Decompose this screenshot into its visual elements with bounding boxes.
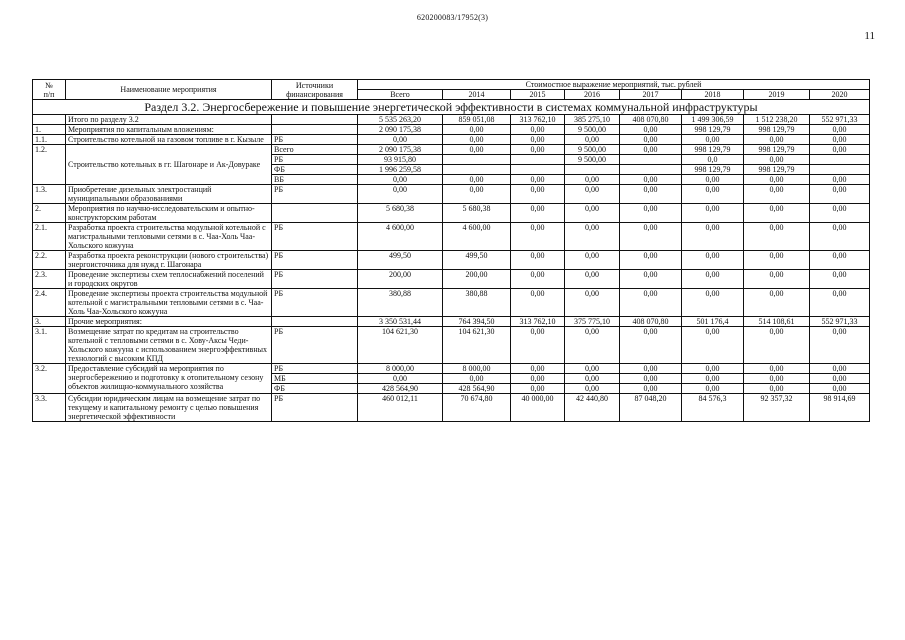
table-row bbox=[33, 327, 870, 364]
document-id: 620200083/17952(3) bbox=[416, 13, 489, 22]
table-row bbox=[33, 364, 870, 374]
row-source: МБ bbox=[272, 374, 358, 384]
value-cell: 98 914,69 bbox=[810, 394, 870, 422]
value-cell: 0,00 bbox=[565, 270, 620, 289]
value-cell: 93 915,80 bbox=[358, 155, 443, 165]
value-cell: 0,00 bbox=[682, 223, 744, 251]
row-num: 2.1. bbox=[33, 223, 66, 251]
value-cell: 0,00 bbox=[620, 364, 682, 374]
value-cell: 5 535 263,20 bbox=[358, 115, 443, 125]
table-row bbox=[33, 185, 870, 204]
value-cell: 0,00 bbox=[744, 327, 810, 364]
row-name: Субсидии юридическим лицам на возмещение затрат по текущему и капитальному ремонту с целью повышения энергетической эффективности bbox=[66, 394, 272, 422]
table-row bbox=[33, 251, 870, 270]
value-cell: 0,00 bbox=[810, 185, 870, 204]
row-num bbox=[33, 115, 66, 125]
value-cell: 552 971,33 bbox=[810, 317, 870, 327]
value-cell: 428 564,90 bbox=[443, 384, 511, 394]
value-cell: 380,88 bbox=[358, 289, 443, 317]
value-cell: 0,00 bbox=[744, 223, 810, 251]
value-cell: 3 350 531,44 bbox=[358, 317, 443, 327]
table-row bbox=[33, 270, 870, 289]
value-cell: 460 012,11 bbox=[358, 394, 443, 422]
value-cell: 0,00 bbox=[565, 289, 620, 317]
value-cell: 0,00 bbox=[443, 135, 511, 145]
value-cell: 375 775,10 bbox=[565, 317, 620, 327]
value-cell: 0,00 bbox=[565, 251, 620, 270]
value-cell: 42 440,80 bbox=[565, 394, 620, 422]
value-cell: 8 000,00 bbox=[443, 364, 511, 374]
row-num: 1.3. bbox=[33, 185, 66, 204]
row-source: ВБ bbox=[272, 175, 358, 185]
value-cell: 0,00 bbox=[511, 175, 565, 185]
value-cell: 0,00 bbox=[682, 135, 744, 145]
page-number: 11 bbox=[864, 30, 875, 42]
row-source: ФБ bbox=[272, 384, 358, 394]
value-cell: 499,50 bbox=[358, 251, 443, 270]
value-cell: 0,00 bbox=[511, 204, 565, 223]
value-cell: 998 129,79 bbox=[682, 125, 744, 135]
row-name: Прочие мероприятия: bbox=[66, 317, 272, 327]
row-source: РБ bbox=[272, 251, 358, 270]
value-cell: 0,00 bbox=[565, 185, 620, 204]
value-cell: 499,50 bbox=[443, 251, 511, 270]
value-cell: 0,00 bbox=[511, 364, 565, 374]
row-num: 3. bbox=[33, 317, 66, 327]
row-source: РБ bbox=[272, 155, 358, 165]
value-cell bbox=[565, 165, 620, 175]
value-cell: 0,00 bbox=[810, 251, 870, 270]
header-year: 2015 bbox=[511, 90, 565, 100]
row-source: РБ bbox=[272, 135, 358, 145]
row-name: Мероприятия по капитальным вложениям: bbox=[66, 125, 272, 135]
value-cell: 0,00 bbox=[810, 364, 870, 374]
row-name: Мероприятия по научно-исследовательским и опытно-конструкторским работам bbox=[66, 204, 272, 223]
row-num: 3.1. bbox=[33, 327, 66, 364]
row-num: 3.2. bbox=[33, 364, 66, 394]
value-cell: 1 512 238,20 bbox=[744, 115, 810, 125]
value-cell: 0,00 bbox=[810, 223, 870, 251]
value-cell: 313 762,10 bbox=[511, 317, 565, 327]
section-title: Раздел 3.2. Энергосбережение и повышение энергетической эффективности в системах коммунальной инфраструктуры bbox=[33, 100, 870, 115]
value-cell: 0,00 bbox=[443, 185, 511, 204]
row-name: Строительство котельных в гг. Шагонаре и Ак-Довураке bbox=[66, 145, 272, 185]
value-cell: 0,00 bbox=[682, 204, 744, 223]
value-cell: 0,00 bbox=[744, 270, 810, 289]
row-num: 2. bbox=[33, 204, 66, 223]
value-cell: 0,00 bbox=[810, 125, 870, 135]
value-cell: 0,00 bbox=[443, 175, 511, 185]
header-row bbox=[33, 80, 870, 90]
value-cell: 0,00 bbox=[682, 289, 744, 317]
value-cell: 0,00 bbox=[682, 251, 744, 270]
value-cell: 0,00 bbox=[810, 204, 870, 223]
row-name: Проведение экспертизы схем теплоснабжений поселений и городских округов bbox=[66, 270, 272, 289]
header-year: 2014 bbox=[443, 90, 511, 100]
value-cell: 0,00 bbox=[565, 223, 620, 251]
value-cell: 0,00 bbox=[682, 270, 744, 289]
value-cell: 200,00 bbox=[443, 270, 511, 289]
value-cell: 9 500,00 bbox=[565, 125, 620, 135]
value-cell: 0,00 bbox=[358, 135, 443, 145]
value-cell: 0,0 bbox=[682, 155, 744, 165]
value-cell: 0,00 bbox=[620, 125, 682, 135]
value-cell: 0,00 bbox=[565, 364, 620, 374]
value-cell: 0,00 bbox=[620, 270, 682, 289]
header-year: 2016 bbox=[565, 90, 620, 100]
value-cell bbox=[620, 165, 682, 175]
value-cell: 70 674,80 bbox=[443, 394, 511, 422]
value-cell: 0,00 bbox=[358, 185, 443, 204]
value-cell: 552 971,33 bbox=[810, 115, 870, 125]
header-year: 2017 bbox=[620, 90, 682, 100]
value-cell: 0,00 bbox=[810, 135, 870, 145]
value-cell: 0,00 bbox=[620, 289, 682, 317]
row-source: РБ bbox=[272, 394, 358, 422]
value-cell: 5 680,38 bbox=[358, 204, 443, 223]
value-cell: 0,00 bbox=[511, 384, 565, 394]
value-cell: 0,00 bbox=[810, 374, 870, 384]
header-year: Всего bbox=[358, 90, 443, 100]
value-cell: 1 996 259,58 bbox=[358, 165, 443, 175]
table-row bbox=[33, 125, 870, 135]
value-cell: 428 564,90 bbox=[358, 384, 443, 394]
value-cell: 0,00 bbox=[682, 374, 744, 384]
table-row bbox=[33, 394, 870, 422]
value-cell: 0,00 bbox=[358, 175, 443, 185]
value-cell: 0,00 bbox=[744, 175, 810, 185]
value-cell: 380,88 bbox=[443, 289, 511, 317]
header-year: 2018 bbox=[682, 90, 744, 100]
value-cell: 9 500,00 bbox=[565, 145, 620, 155]
row-name: Итого по разделу 3.2 bbox=[66, 115, 272, 125]
header-sources: Источники финансирования bbox=[272, 80, 358, 100]
row-source: РБ bbox=[272, 364, 358, 374]
value-cell: 0,00 bbox=[682, 384, 744, 394]
value-cell: 998 129,79 bbox=[744, 165, 810, 175]
value-cell: 0,00 bbox=[511, 270, 565, 289]
value-cell: 0,00 bbox=[744, 374, 810, 384]
header-num: № п/п bbox=[33, 80, 66, 100]
value-cell bbox=[810, 155, 870, 165]
value-cell: 0,00 bbox=[565, 204, 620, 223]
value-cell: 0,00 bbox=[511, 135, 565, 145]
value-cell bbox=[443, 155, 511, 165]
row-source: РБ bbox=[272, 223, 358, 251]
value-cell: 408 070,80 bbox=[620, 115, 682, 125]
value-cell: 2 090 175,38 bbox=[358, 145, 443, 155]
value-cell: 0,00 bbox=[620, 374, 682, 384]
row-source: ФБ bbox=[272, 165, 358, 175]
header-year: 2020 bbox=[810, 90, 870, 100]
value-cell: 0,00 bbox=[810, 175, 870, 185]
table-row bbox=[33, 115, 870, 125]
value-cell: 0,00 bbox=[511, 125, 565, 135]
header-year: 2019 bbox=[744, 90, 810, 100]
value-cell: 0,00 bbox=[744, 135, 810, 145]
row-num: 1.1. bbox=[33, 135, 66, 145]
value-cell: 0,00 bbox=[682, 185, 744, 204]
table-row bbox=[33, 204, 870, 223]
value-cell: 0,00 bbox=[511, 251, 565, 270]
value-cell: 0,00 bbox=[810, 145, 870, 155]
row-source bbox=[272, 317, 358, 327]
value-cell: 0,00 bbox=[744, 185, 810, 204]
value-cell bbox=[443, 165, 511, 175]
value-cell: 0,00 bbox=[744, 155, 810, 165]
value-cell: 0,00 bbox=[443, 374, 511, 384]
value-cell: 0,00 bbox=[744, 204, 810, 223]
value-cell: 313 762,10 bbox=[511, 115, 565, 125]
value-cell: 0,00 bbox=[682, 327, 744, 364]
value-cell: 0,00 bbox=[620, 135, 682, 145]
table-row bbox=[33, 223, 870, 251]
value-cell: 0,00 bbox=[620, 327, 682, 364]
value-cell: 0,00 bbox=[682, 175, 744, 185]
value-cell: 0,00 bbox=[744, 364, 810, 374]
value-cell: 0,00 bbox=[511, 185, 565, 204]
value-cell: 0,00 bbox=[744, 384, 810, 394]
row-num: 2.4. bbox=[33, 289, 66, 317]
value-cell: 0,00 bbox=[810, 270, 870, 289]
row-name: Строительство котельной на газовом топливе в г. Кызыле bbox=[66, 135, 272, 145]
value-cell: 998 129,79 bbox=[682, 165, 744, 175]
value-cell: 40 000,00 bbox=[511, 394, 565, 422]
value-cell: 514 108,61 bbox=[744, 317, 810, 327]
value-cell: 0,00 bbox=[511, 327, 565, 364]
value-cell: 1 499 306,59 bbox=[682, 115, 744, 125]
value-cell: 200,00 bbox=[358, 270, 443, 289]
value-cell: 0,00 bbox=[682, 364, 744, 374]
value-cell: 0,00 bbox=[565, 175, 620, 185]
row-source bbox=[272, 125, 358, 135]
row-name: Предоставление субсидий на мероприятия по энергосбережению и подготовку к отопительному сезону объектов жилищно-коммунального хозяйства bbox=[66, 364, 272, 394]
row-num: 2.2. bbox=[33, 251, 66, 270]
value-cell: 92 357,32 bbox=[744, 394, 810, 422]
row-name: Разработка проекта строительства модульной котельной с магистральными тепловыми сетями в с. Чаа-Холь Чаа-Хольского кожууна bbox=[66, 223, 272, 251]
value-cell: 0,00 bbox=[620, 223, 682, 251]
value-cell: 0,00 bbox=[511, 223, 565, 251]
value-cell bbox=[511, 165, 565, 175]
row-name: Приобретение дизельных электростанций муниципальными образованиями bbox=[66, 185, 272, 204]
table-row bbox=[33, 289, 870, 317]
row-name: Проведение экспертизы проекта строительства модульной котельной с магистральными тепловыми сетями в с. Чаа-Холь Чаа-Хольского кожууна bbox=[66, 289, 272, 317]
row-source: РБ bbox=[272, 185, 358, 204]
row-source: РБ bbox=[272, 327, 358, 364]
value-cell: 0,00 bbox=[810, 384, 870, 394]
table-row bbox=[33, 135, 870, 145]
value-cell: 0,00 bbox=[810, 327, 870, 364]
section-row bbox=[33, 100, 870, 115]
value-cell: 998 129,79 bbox=[744, 145, 810, 155]
value-cell bbox=[511, 155, 565, 165]
value-cell: 0,00 bbox=[443, 145, 511, 155]
value-cell: 5 680,38 bbox=[443, 204, 511, 223]
value-cell: 764 394,50 bbox=[443, 317, 511, 327]
row-source bbox=[272, 115, 358, 125]
row-num: 1.2. bbox=[33, 145, 66, 185]
row-num: 2.3. bbox=[33, 270, 66, 289]
value-cell: 0,00 bbox=[565, 374, 620, 384]
header-cost: Стоимостное выражение мероприятий, тыс. рублей bbox=[358, 80, 870, 90]
value-cell: 0,00 bbox=[620, 384, 682, 394]
value-cell: 2 090 175,38 bbox=[358, 125, 443, 135]
value-cell: 4 600,00 bbox=[358, 223, 443, 251]
value-cell: 998 129,79 bbox=[744, 125, 810, 135]
table-row bbox=[33, 145, 870, 155]
value-cell bbox=[620, 155, 682, 165]
row-name: Разработка проекта реконструкции (нового строительства) энергоисточника для нужд г. Шагонара bbox=[66, 251, 272, 270]
value-cell: 4 600,00 bbox=[443, 223, 511, 251]
value-cell: 408 070,80 bbox=[620, 317, 682, 327]
value-cell: 9 500,00 bbox=[565, 155, 620, 165]
value-cell: 87 048,20 bbox=[620, 394, 682, 422]
row-source: РБ bbox=[272, 270, 358, 289]
value-cell: 0,00 bbox=[565, 327, 620, 364]
value-cell: 0,00 bbox=[620, 185, 682, 204]
value-cell: 0,00 bbox=[511, 289, 565, 317]
value-cell: 0,00 bbox=[744, 289, 810, 317]
value-cell: 0,00 bbox=[620, 145, 682, 155]
value-cell: 104 621,30 bbox=[358, 327, 443, 364]
row-source bbox=[272, 204, 358, 223]
value-cell: 998 129,79 bbox=[682, 145, 744, 155]
row-num: 3.3. bbox=[33, 394, 66, 422]
value-cell: 0,00 bbox=[511, 374, 565, 384]
activities-table bbox=[32, 79, 870, 422]
table-row bbox=[33, 317, 870, 327]
value-cell: 501 176,4 bbox=[682, 317, 744, 327]
value-cell: 0,00 bbox=[810, 289, 870, 317]
value-cell bbox=[810, 165, 870, 175]
row-source: Всего bbox=[272, 145, 358, 155]
value-cell: 84 576,3 bbox=[682, 394, 744, 422]
value-cell: 0,00 bbox=[565, 384, 620, 394]
value-cell: 0,00 bbox=[620, 251, 682, 270]
header-name: Наименование мероприятия bbox=[66, 80, 272, 100]
value-cell: 0,00 bbox=[620, 175, 682, 185]
value-cell: 0,00 bbox=[511, 145, 565, 155]
value-cell: 8 000,00 bbox=[358, 364, 443, 374]
row-source: РБ bbox=[272, 289, 358, 317]
value-cell: 0,00 bbox=[565, 135, 620, 145]
value-cell: 859 051,08 bbox=[443, 115, 511, 125]
value-cell: 0,00 bbox=[620, 204, 682, 223]
value-cell: 0,00 bbox=[744, 251, 810, 270]
value-cell: 0,00 bbox=[443, 125, 511, 135]
value-cell: 104 621,30 bbox=[443, 327, 511, 364]
row-num: 1. bbox=[33, 125, 66, 135]
row-name: Возмещение затрат по кредитам на строительство котельной с тепловыми сетями в с. Хову-Аксы Чеди-Хольского кожууна с использованием энергоэффективных технологий с высоким КПД bbox=[66, 327, 272, 364]
value-cell: 385 275,10 bbox=[565, 115, 620, 125]
value-cell: 0,00 bbox=[358, 374, 443, 384]
